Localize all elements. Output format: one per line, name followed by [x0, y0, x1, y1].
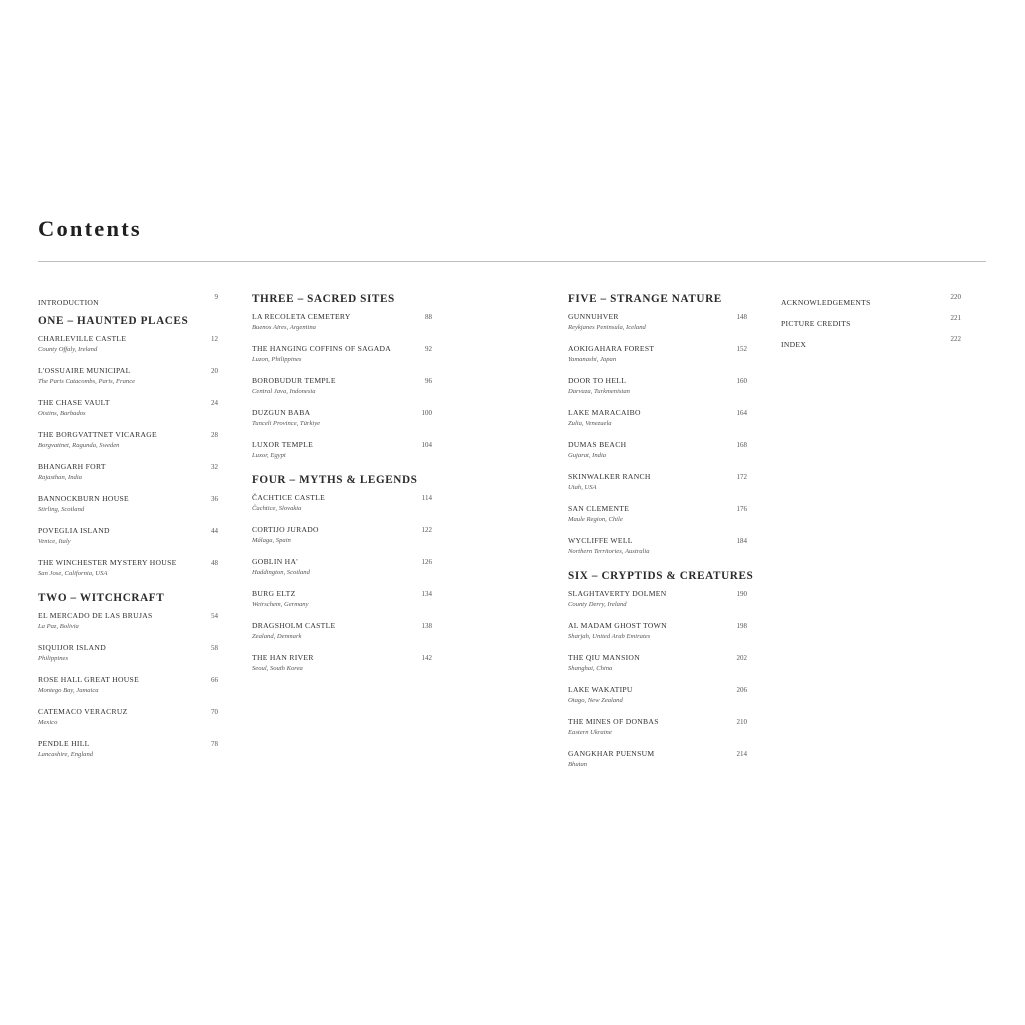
entry-title: PICTURE CREDITS	[781, 319, 851, 328]
page-number: 138	[421, 622, 432, 630]
toc-entry[interactable]	[252, 525, 432, 546]
toc-entry[interactable]	[781, 313, 961, 328]
toc-entry[interactable]	[252, 376, 432, 397]
page-number: 58	[211, 644, 218, 652]
entry-location: Haddington, Scotland	[252, 569, 310, 576]
toc-entry[interactable]	[568, 621, 747, 642]
entry-location: Central Java, Indonesia	[252, 388, 316, 395]
entry-location: Shanghai, China	[568, 665, 613, 672]
entry-title: ČACHTICE CASTLE	[252, 493, 326, 502]
page-number: 9	[214, 293, 218, 301]
entry-location: Luzon, Philippines	[252, 356, 302, 363]
page-number: 36	[211, 495, 218, 503]
entry-location: Yamanashi, Japan	[568, 356, 617, 363]
page-number: 214	[736, 750, 747, 758]
entry-title: PENDLE HILL	[38, 739, 90, 748]
entry-title: INTRODUCTION	[38, 298, 99, 307]
page-number: 152	[736, 345, 747, 353]
entry-location: Zulia, Venezuela	[568, 420, 612, 427]
toc-entry[interactable]	[568, 312, 747, 333]
page-number: 198	[736, 622, 747, 630]
section-title: SIX – CRYPTIDS & CREATURES	[568, 570, 754, 582]
entry-title: BHANGARH FORT	[38, 462, 106, 471]
entry-location: County Derry, Ireland	[568, 601, 627, 608]
entry-location: Tunceli Province, Türkiye	[252, 420, 321, 427]
entry-title: INDEX	[781, 340, 807, 349]
entry-location: Philippines	[38, 655, 69, 662]
entry-title: DUMAS BEACH	[568, 440, 627, 449]
page-number: 202	[736, 654, 747, 662]
entry-title: AOKIGAHARA FOREST	[568, 344, 655, 353]
entry-title: ACKNOWLEDGEMENTS	[781, 298, 871, 307]
toc-entry[interactable]	[38, 462, 218, 483]
entry-title: WYCLIFFE WELL	[568, 536, 633, 545]
entry-location: Gujarat, India	[568, 452, 607, 459]
entry-location: Seoul, South Korea	[252, 665, 303, 672]
toc-entry[interactable]	[38, 494, 218, 515]
entry-location: Lancashire, England	[38, 751, 94, 758]
toc-entry[interactable]	[252, 493, 432, 514]
entry-title: THE HAN RIVER	[252, 653, 314, 662]
page-number: 88	[425, 313, 432, 321]
toc-entry[interactable]	[38, 430, 218, 451]
entry-location: Borgvattnet, Ragunda, Sweden	[38, 442, 120, 449]
entry-title: POVEGLIA ISLAND	[38, 526, 110, 535]
entry-title: SKINWALKER RANCH	[568, 472, 651, 481]
entry-title: LA RECOLETA CEMETERY	[252, 312, 351, 321]
toc-section	[252, 473, 432, 674]
entry-title: CHARLEVILLE CASTLE	[38, 334, 127, 343]
toc-entry[interactable]	[568, 440, 747, 461]
entry-title: EL MERCADO DE LAS BRUJAS	[38, 611, 153, 620]
page-number: 164	[736, 409, 747, 417]
toc-entry[interactable]	[38, 526, 218, 547]
toc-entry[interactable]	[568, 344, 747, 365]
page-number: 172	[736, 473, 747, 481]
toc-entry[interactable]	[568, 653, 747, 674]
toc-entry[interactable]	[568, 408, 747, 429]
entry-title: LAKE WAKATIPU	[568, 685, 633, 694]
page-number: 220	[950, 293, 961, 301]
page-number: 114	[421, 494, 432, 502]
entry-location: Reykjanes Peninsula, Iceland	[568, 324, 646, 331]
page-number: 221	[950, 314, 961, 322]
section-title: FIVE – STRANGE NATURE	[568, 293, 722, 305]
toc-entry[interactable]	[252, 557, 432, 578]
page-number: 184	[736, 537, 747, 545]
page-number: 48	[211, 559, 218, 567]
toc-column-2	[252, 292, 432, 685]
entry-location: Eastern Ukraine	[568, 729, 612, 736]
entry-location: San Jose, California, USA	[38, 570, 108, 577]
toc-entry[interactable]	[38, 366, 218, 387]
page-number: 96	[425, 377, 432, 385]
page-number: 148	[736, 313, 747, 321]
page-title: Contents	[38, 216, 142, 241]
toc-section	[252, 292, 432, 461]
entry-location: Northern Territories, Australia	[568, 548, 650, 555]
entry-location: Oistins, Barbados	[38, 410, 86, 417]
entry-title: BOROBUDUR TEMPLE	[252, 376, 336, 385]
page-number: 206	[736, 686, 747, 694]
toc-entry[interactable]	[252, 589, 432, 610]
entry-title: DRAGSHOLM CASTLE	[252, 621, 336, 630]
toc-section	[38, 314, 218, 579]
entry-location: Venice, Italy	[38, 538, 71, 545]
entry-title: THE BORGVATTNET VICARAGE	[38, 430, 157, 439]
entry-location: County Offaly, Ireland	[38, 346, 98, 353]
toc-entry[interactable]	[38, 292, 218, 307]
page-number: 190	[736, 590, 747, 598]
entry-location: La Paz, Bolivia	[38, 623, 79, 630]
page-number: 122	[421, 526, 432, 534]
entry-title: THE CHASE VAULT	[38, 398, 110, 407]
entry-title: SIQUIJOR ISLAND	[38, 643, 106, 652]
entry-location: Luxor, Egypt	[252, 452, 286, 459]
entry-title: DOOR TO HELL	[568, 376, 627, 385]
toc-entry[interactable]	[568, 376, 747, 397]
page-number: 142	[421, 654, 432, 662]
toc-entry[interactable]	[38, 334, 218, 355]
entry-title: SAN CLEMENTE	[568, 504, 630, 513]
toc-entry[interactable]	[252, 344, 432, 365]
entry-title: THE HANGING COFFINS OF SAGADA	[252, 344, 392, 353]
toc-entry[interactable]	[38, 675, 218, 696]
toc-section	[38, 591, 218, 760]
toc-entry[interactable]	[38, 611, 218, 632]
toc-section	[568, 292, 747, 557]
entry-title: CATEMACO VERACRUZ	[38, 707, 128, 716]
entry-location: Sharjah, United Arab Emirates	[568, 633, 651, 640]
page-number: 126	[421, 558, 432, 566]
entry-location: Čachtice, Slovakia	[252, 505, 302, 512]
toc-entry[interactable]	[252, 408, 432, 429]
page-number: 92	[425, 345, 432, 353]
entry-location: Buenos Aires, Argentina	[252, 324, 316, 331]
page-number: 20	[211, 367, 218, 375]
entry-location: Mexico	[38, 719, 58, 726]
entry-title: L'OSSUAIRE MUNICIPAL	[38, 366, 131, 375]
toc-entry[interactable]	[568, 536, 747, 557]
page-number: 66	[211, 676, 218, 684]
section-title: THREE – SACRED SITES	[252, 293, 395, 305]
toc-entry[interactable]	[781, 334, 961, 349]
entry-title: THE WINCHESTER MYSTERY HOUSE	[38, 558, 177, 567]
page-number: 28	[211, 431, 218, 439]
toc-entry[interactable]	[252, 621, 432, 642]
page-number: 222	[950, 335, 961, 343]
page-number: 168	[736, 441, 747, 449]
toc-section	[568, 569, 754, 770]
page-number: 54	[211, 612, 218, 620]
entry-location: Rajasthan, India	[38, 474, 82, 481]
page-number: 44	[211, 527, 218, 535]
entry-title: SLAGHTAVERTY DOLMEN	[568, 589, 667, 598]
toc-entry[interactable]	[568, 472, 747, 493]
entry-title: LAKE MARACAIBO	[568, 408, 641, 417]
entry-title: GUNNUHVER	[568, 312, 619, 321]
entry-title: AL MADAM GHOST TOWN	[568, 621, 667, 630]
toc-column-1	[38, 292, 218, 771]
toc-entry[interactable]	[252, 653, 432, 674]
entry-title: BANNOCKBURN HOUSE	[38, 494, 129, 503]
toc-entry[interactable]	[38, 739, 218, 760]
section-title: TWO – WITCHCRAFT	[38, 592, 165, 604]
page-number: 176	[736, 505, 747, 513]
entry-location: Málaga, Spain	[252, 537, 291, 544]
page-number: 12	[211, 335, 218, 343]
entry-title: LUXOR TEMPLE	[252, 440, 314, 449]
toc-entry[interactable]	[568, 749, 747, 770]
toc-entry[interactable]	[38, 398, 218, 419]
toc-entry[interactable]	[568, 589, 747, 610]
entry-title: THE QIU MANSION	[568, 653, 640, 662]
entry-title: ROSE HALL GREAT HOUSE	[38, 675, 140, 684]
entry-location: Bhutan	[568, 761, 588, 768]
toc-entry[interactable]	[252, 312, 432, 333]
toc-entry[interactable]	[38, 707, 218, 728]
section-title: ONE – HAUNTED PLACES	[38, 315, 189, 327]
entry-location: Montego Bay, Jamaica	[38, 687, 99, 694]
entry-location: The Paris Catacombs, Paris, France	[38, 378, 136, 385]
toc-column-3	[568, 292, 754, 781]
entry-location: Zealand, Denmark	[252, 633, 302, 640]
page-number: 100	[421, 409, 432, 417]
entry-title: GANGKHAR PUENSUM	[568, 749, 655, 758]
toc-entry[interactable]	[568, 717, 747, 738]
entry-title: DUZGUN BABA	[252, 408, 311, 417]
toc-column-4	[781, 292, 961, 355]
entry-location: Stirling, Scotland	[38, 506, 85, 513]
page-number: 24	[211, 399, 218, 407]
toc-entry[interactable]	[568, 504, 747, 525]
page-number: 78	[211, 740, 218, 748]
entry-location: Utah, USA	[568, 484, 597, 491]
entry-title: BURG ELTZ	[252, 589, 296, 598]
toc-entry[interactable]	[252, 440, 432, 461]
page-number: 32	[211, 463, 218, 471]
page-number: 134	[421, 590, 432, 598]
title-divider	[38, 261, 986, 262]
section-title: FOUR – MYTHS & LEGENDS	[252, 474, 418, 486]
toc-entry[interactable]	[568, 685, 747, 706]
page-number: 70	[211, 708, 218, 716]
page-number: 160	[736, 377, 747, 385]
page-number: 104	[421, 441, 432, 449]
entry-title: THE MINES OF DONBAS	[568, 717, 659, 726]
entry-location: Otago, New Zealand	[568, 697, 623, 704]
entry-location: Maule Region, Chile	[568, 516, 623, 523]
toc-entry[interactable]	[38, 558, 218, 579]
entry-title: GOBLIN HA'	[252, 557, 298, 566]
toc-entry[interactable]	[38, 643, 218, 664]
entry-title: CORTIJO JURADO	[252, 525, 319, 534]
toc-entry[interactable]	[781, 292, 961, 307]
entry-location: Weirschem, Germany	[252, 601, 309, 608]
entry-location: Darvaza, Turkmenistan	[568, 388, 630, 395]
page-number: 210	[736, 718, 747, 726]
